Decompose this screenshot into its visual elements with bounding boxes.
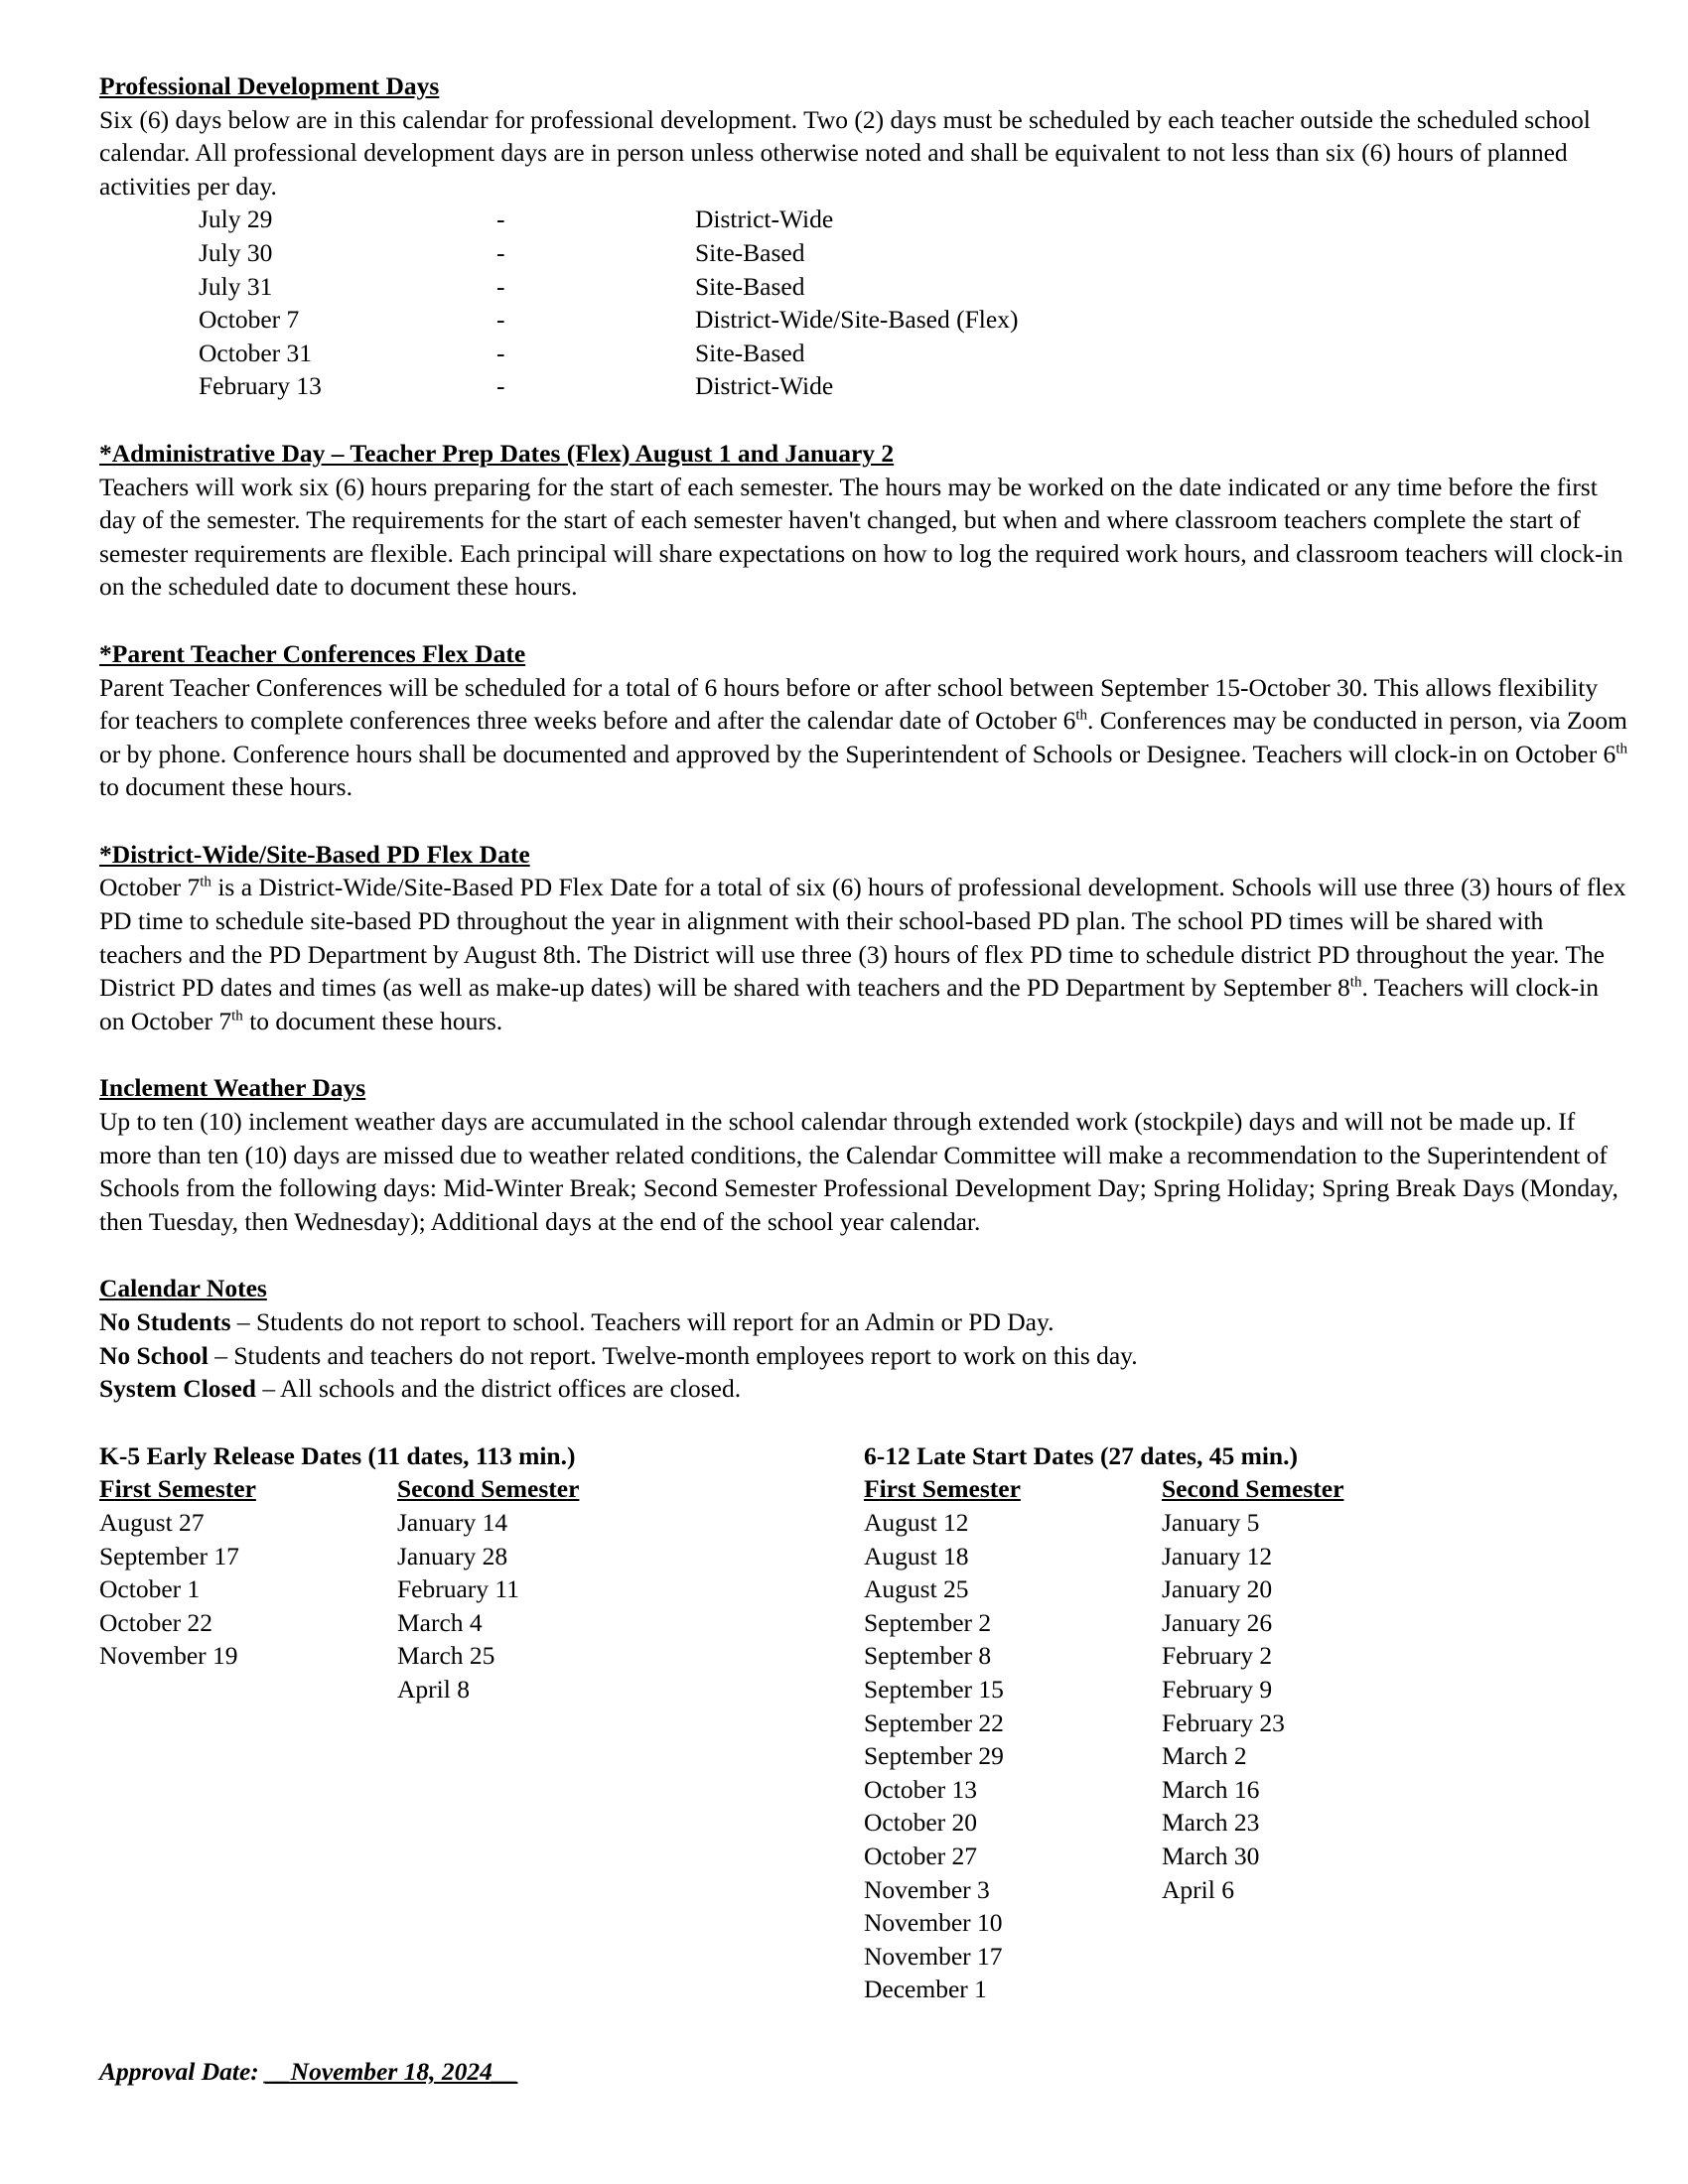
late-columns	[864, 1472, 1628, 2006]
k5-title: K-5 Early Release Dates (11 dates, 113 min.)	[99, 1440, 576, 1470]
late-first-head: First Semester	[864, 1474, 1021, 1504]
date-item: September 22	[864, 1707, 1004, 1737]
approval-value: __November 18, 2024__	[265, 2057, 518, 2086]
k5-early-release	[99, 1439, 864, 2006]
pd-date: July 29	[199, 205, 273, 234]
pd-date: July 30	[199, 237, 273, 267]
admin-heading: *Administrative Day – Teacher Prep Dates (Flex) August 1 and January 2	[99, 438, 895, 468]
pd-dash: -	[496, 305, 505, 335]
date-item: August 18	[864, 1541, 969, 1570]
late-first-semester	[864, 1472, 1162, 2006]
notes-section	[99, 1272, 1628, 1405]
date-item: September 8	[864, 1641, 992, 1671]
late-start	[864, 1439, 1628, 2006]
weather-heading: Inclement Weather Days	[99, 1073, 366, 1103]
flex-text-part: to document these hours.	[242, 1006, 503, 1035]
pd-dash: -	[496, 371, 505, 401]
notes-desc: – All schools and the district offices are closed.	[255, 1374, 742, 1404]
dates-section	[99, 1439, 1628, 2006]
ptc-text-part: . Conferences may be conducted in person, via Zoom or by phone. Conference hours shall be documented and approved by the Superintendent of Schools or Designee. Teachers will clock-in on October 6	[99, 706, 1627, 768]
k5-second-head: Second Semester	[397, 1474, 580, 1504]
flex-text-part: . Teachers will clock-in on October 7	[99, 973, 1599, 1035]
date-item: January 26	[1162, 1607, 1273, 1637]
admin-section	[99, 437, 1628, 604]
date-item: October 13	[864, 1774, 978, 1804]
pd-date: October 7	[199, 305, 300, 335]
date-item: October 22	[99, 1607, 213, 1637]
approval-date	[99, 2055, 517, 2089]
late-title: 6-12 Late Start Dates (27 dates, 45 min.)	[864, 1440, 1298, 1470]
k5-second-semester	[397, 1472, 695, 1706]
pd-type: Site-Based	[695, 271, 805, 301]
date-item: September 17	[99, 1541, 239, 1570]
date-item: October 27	[864, 1841, 978, 1870]
date-item: August 25	[864, 1574, 969, 1604]
notes-desc: – Students do not report to school. Teachers will report for an Admin or PD Day.	[230, 1307, 1055, 1336]
notes-heading: Calendar Notes	[99, 1274, 267, 1303]
pd-row	[199, 369, 1628, 403]
date-item: March 2	[1162, 1741, 1247, 1771]
date-item: October 1	[99, 1574, 201, 1604]
date-item: January 20	[1162, 1574, 1273, 1604]
flex-text-part: October 7	[99, 873, 201, 902]
pd-dates-table	[199, 203, 1628, 403]
flex-superscript: th	[231, 1008, 243, 1024]
notes-term: System Closed	[99, 1374, 256, 1404]
pd-text: Six (6) days below are in this calendar for professional development. Two (2) days must be scheduled by each teacher outside the scheduled school calendar. All professional development days are in person unless otherwise noted and shall be equivalent to not less than six (6) hours of planned activities per day.	[99, 104, 1591, 201]
late-second-list	[1162, 1506, 1460, 1906]
notes-item	[99, 1339, 1628, 1373]
date-item: February 11	[397, 1574, 519, 1604]
ptc-section	[99, 637, 1628, 804]
date-item: December 1	[864, 1975, 987, 2004]
pd-row	[199, 203, 1628, 236]
flex-text	[99, 871, 1628, 1037]
flex-text-part: is a District-Wide/Site-Based PD Flex Date for a total of six (6) hours of professional development. Schools will use three (3) hours of flex PD time to schedule site-based PD throughout the year in alignment with their school-based PD plan. The school PD times will be shared with teachers and the PD Department by August 8th. The District will use three (3) hours of flex PD time to schedule district PD throughout the year. The District PD dates and times (as well as make-up dates) will be shared with teachers and the PD Department by September 8	[99, 873, 1626, 1003]
date-item: March 30	[1162, 1841, 1260, 1870]
admin-text: Teachers will work six (6) hours preparing for the start of each semester. The hours may be worked on the date indicated or any time before the first day of the semester. The requirements for the start of each semester haven't changed, but when and where classroom teachers complete the start of semester requirements are flexible. Each principal will share expectations on how to log the required work hours, and classroom teachers will clock-in on the scheduled date to document these hours.	[99, 472, 1623, 602]
flex-superscript: th	[200, 874, 211, 890]
approval-label: Approval Date:	[99, 2057, 266, 2086]
late-first-list	[864, 1506, 1162, 2006]
ptc-heading: *Parent Teacher Conferences Flex Date	[99, 638, 526, 668]
pd-type: District-Wide	[695, 371, 834, 401]
pd-date: October 31	[199, 338, 313, 367]
date-item: September 15	[864, 1674, 1004, 1704]
ptc-text-part: to document these hours.	[99, 772, 352, 802]
date-item: November 3	[864, 1874, 990, 1904]
date-item: August 12	[864, 1507, 969, 1537]
notes-item	[99, 1305, 1628, 1339]
pd-type: District-Wide/Site-Based (Flex)	[695, 305, 1019, 335]
flex-superscript: th	[1349, 974, 1362, 991]
pd-heading: Professional Development Days	[99, 71, 440, 100]
date-item: March 23	[1162, 1808, 1260, 1838]
date-item: February 9	[1162, 1674, 1273, 1704]
notes-item	[99, 1372, 1628, 1406]
late-second-head: Second Semester	[1162, 1474, 1344, 1504]
date-item: January 5	[1162, 1507, 1260, 1537]
ptc-superscript: th	[1075, 707, 1088, 724]
notes-term: No School	[99, 1340, 209, 1370]
date-item: April 6	[1162, 1874, 1234, 1904]
k5-first-semester	[99, 1472, 397, 1706]
flex-heading: *District-Wide/Site-Based PD Flex Date	[99, 839, 530, 869]
k5-first-list	[99, 1506, 397, 1673]
ptc-text-part: Parent Teacher Conferences will be scheduled for a total of 6 hours before or after school between September 15-October 30. This allows flexibility for teachers to complete conferences three weeks before and after the calendar date of October 6	[99, 672, 1599, 736]
date-item: March 16	[1162, 1774, 1260, 1804]
date-item: January 14	[397, 1507, 508, 1537]
date-item: October 20	[864, 1808, 978, 1838]
late-second-semester	[1162, 1472, 1460, 2006]
notes-desc: – Students and teachers do not report. Twelve-month employees report to work on this day.	[208, 1340, 1138, 1370]
date-item: January 12	[1162, 1541, 1273, 1570]
ptc-superscript: th	[1616, 741, 1627, 757]
pd-section	[99, 69, 1628, 403]
pd-date: February 13	[199, 371, 322, 401]
ptc-text	[99, 671, 1628, 804]
pd-type: Site-Based	[695, 338, 805, 367]
date-item: April 8	[397, 1674, 470, 1704]
k5-second-list	[397, 1506, 695, 1706]
pd-dash: -	[496, 205, 505, 234]
date-item: August 27	[99, 1507, 205, 1537]
weather-text: Up to ten (10) inclement weather days are accumulated in the school calendar through extended work (stockpile) days and will not be made up. If more than ten (10) days are missed due to weather related conditions, the Calendar Committee will make a recommendation to the Superintendent of Schools from the following days: Mid-Winter Break; Second Semester Professional Development Day; Spring Holiday; Spring Break Days (Monday, then Tuesday, then Wednesday); Additional days at the end of the school year calendar.	[99, 1107, 1618, 1236]
date-item: January 28	[397, 1541, 508, 1570]
pd-row	[199, 337, 1628, 370]
date-item: March 4	[397, 1607, 483, 1637]
date-item: November 10	[864, 1908, 1003, 1938]
pd-row	[199, 270, 1628, 304]
pd-row	[199, 303, 1628, 337]
pd-dash: -	[496, 237, 505, 267]
date-item: November 19	[99, 1641, 238, 1671]
pd-date: July 31	[199, 271, 273, 301]
pd-type: District-Wide	[695, 205, 834, 234]
date-item: February 2	[1162, 1641, 1273, 1671]
date-item: February 23	[1162, 1707, 1285, 1737]
date-item: March 25	[397, 1641, 495, 1671]
k5-columns	[99, 1472, 864, 1706]
pd-dash: -	[496, 338, 505, 367]
notes-term: No Students	[99, 1307, 231, 1336]
k5-first-head: First Semester	[99, 1474, 256, 1504]
pd-row	[199, 236, 1628, 270]
pd-type: Site-Based	[695, 237, 805, 267]
date-item: November 17	[864, 1941, 1003, 1971]
weather-section	[99, 1071, 1628, 1238]
date-item: September 2	[864, 1607, 992, 1637]
pd-dash: -	[496, 271, 505, 301]
date-item: September 29	[864, 1741, 1004, 1771]
flex-section	[99, 838, 1628, 1038]
